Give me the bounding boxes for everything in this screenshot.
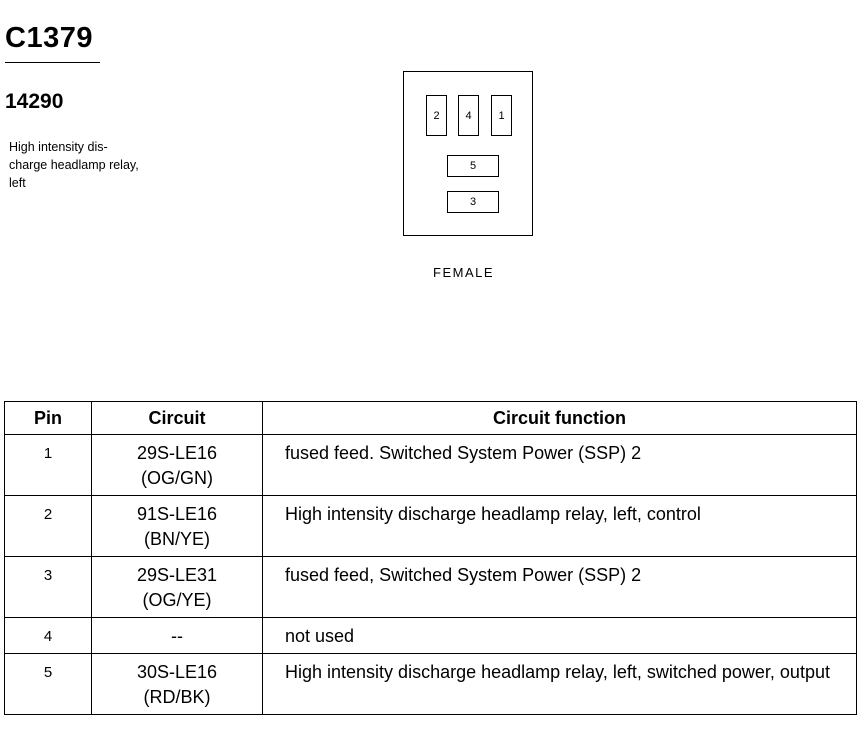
circuit-code: 29S-LE16 (136, 443, 218, 463)
pin-cell: 3 (5, 557, 92, 618)
table-row (5, 496, 857, 557)
circuit-code: 91S-LE16 (136, 504, 218, 524)
view-label: FEMALE (433, 265, 495, 280)
column-header-pin: Pin (5, 402, 92, 435)
cavity-label-3: 3 (469, 196, 477, 208)
function-cell: not used (263, 618, 857, 654)
component-description: High intensity dis- charge headlamp relay, left (9, 140, 139, 190)
table-row (5, 618, 857, 654)
circuit-cell (92, 496, 263, 557)
circuit-color: (OG/YE) (142, 590, 212, 610)
table-row (5, 435, 857, 496)
circuit-code: 29S-LE31 (136, 565, 218, 585)
circuit-color: (OG/GN) (141, 468, 213, 488)
pin-cell: 4 (5, 618, 92, 654)
pin-cell: 2 (5, 496, 92, 557)
column-header-function: Circuit function (263, 402, 857, 435)
table-row (5, 557, 857, 618)
title-underline (5, 62, 100, 63)
cavity-5 (447, 155, 499, 177)
cavity-1 (491, 95, 512, 136)
cavity-label-4: 4 (465, 109, 472, 122)
pin-cell: 1 (5, 435, 92, 496)
circuit-code: 30S-LE16 (136, 662, 218, 682)
table-row (5, 654, 857, 715)
circuit-cell (92, 435, 263, 496)
circuit-cell (92, 618, 263, 654)
cavity-label-5: 5 (469, 160, 477, 172)
circuit-cell (92, 654, 263, 715)
column-header-circuit: Circuit (92, 402, 263, 435)
pin-table (4, 401, 857, 715)
function-cell: fused feed, Switched System Power (SSP) 2 (263, 557, 857, 618)
connector-face-diagram (403, 71, 533, 236)
connector-id: C1379 (5, 22, 93, 54)
circuit-color: (RD/BK) (143, 687, 211, 707)
function-cell: fused feed. Switched System Power (SSP) 2 (263, 435, 857, 496)
cavity-2 (426, 95, 447, 136)
part-number: 14290 (5, 90, 64, 113)
circuit-color: (BN/YE) (143, 529, 210, 549)
pin-cell: 5 (5, 654, 92, 715)
cavity-3 (447, 191, 499, 213)
table-header-row (5, 402, 857, 435)
cavity-label-1: 1 (498, 109, 505, 122)
cavity-4 (458, 95, 479, 136)
cavity-label-2: 2 (433, 109, 440, 122)
function-cell: High intensity discharge headlamp relay, left, switched power, output (263, 654, 857, 715)
circuit-code: -- (171, 626, 183, 646)
function-cell: High intensity discharge headlamp relay, left, control (263, 496, 857, 557)
circuit-cell (92, 557, 263, 618)
